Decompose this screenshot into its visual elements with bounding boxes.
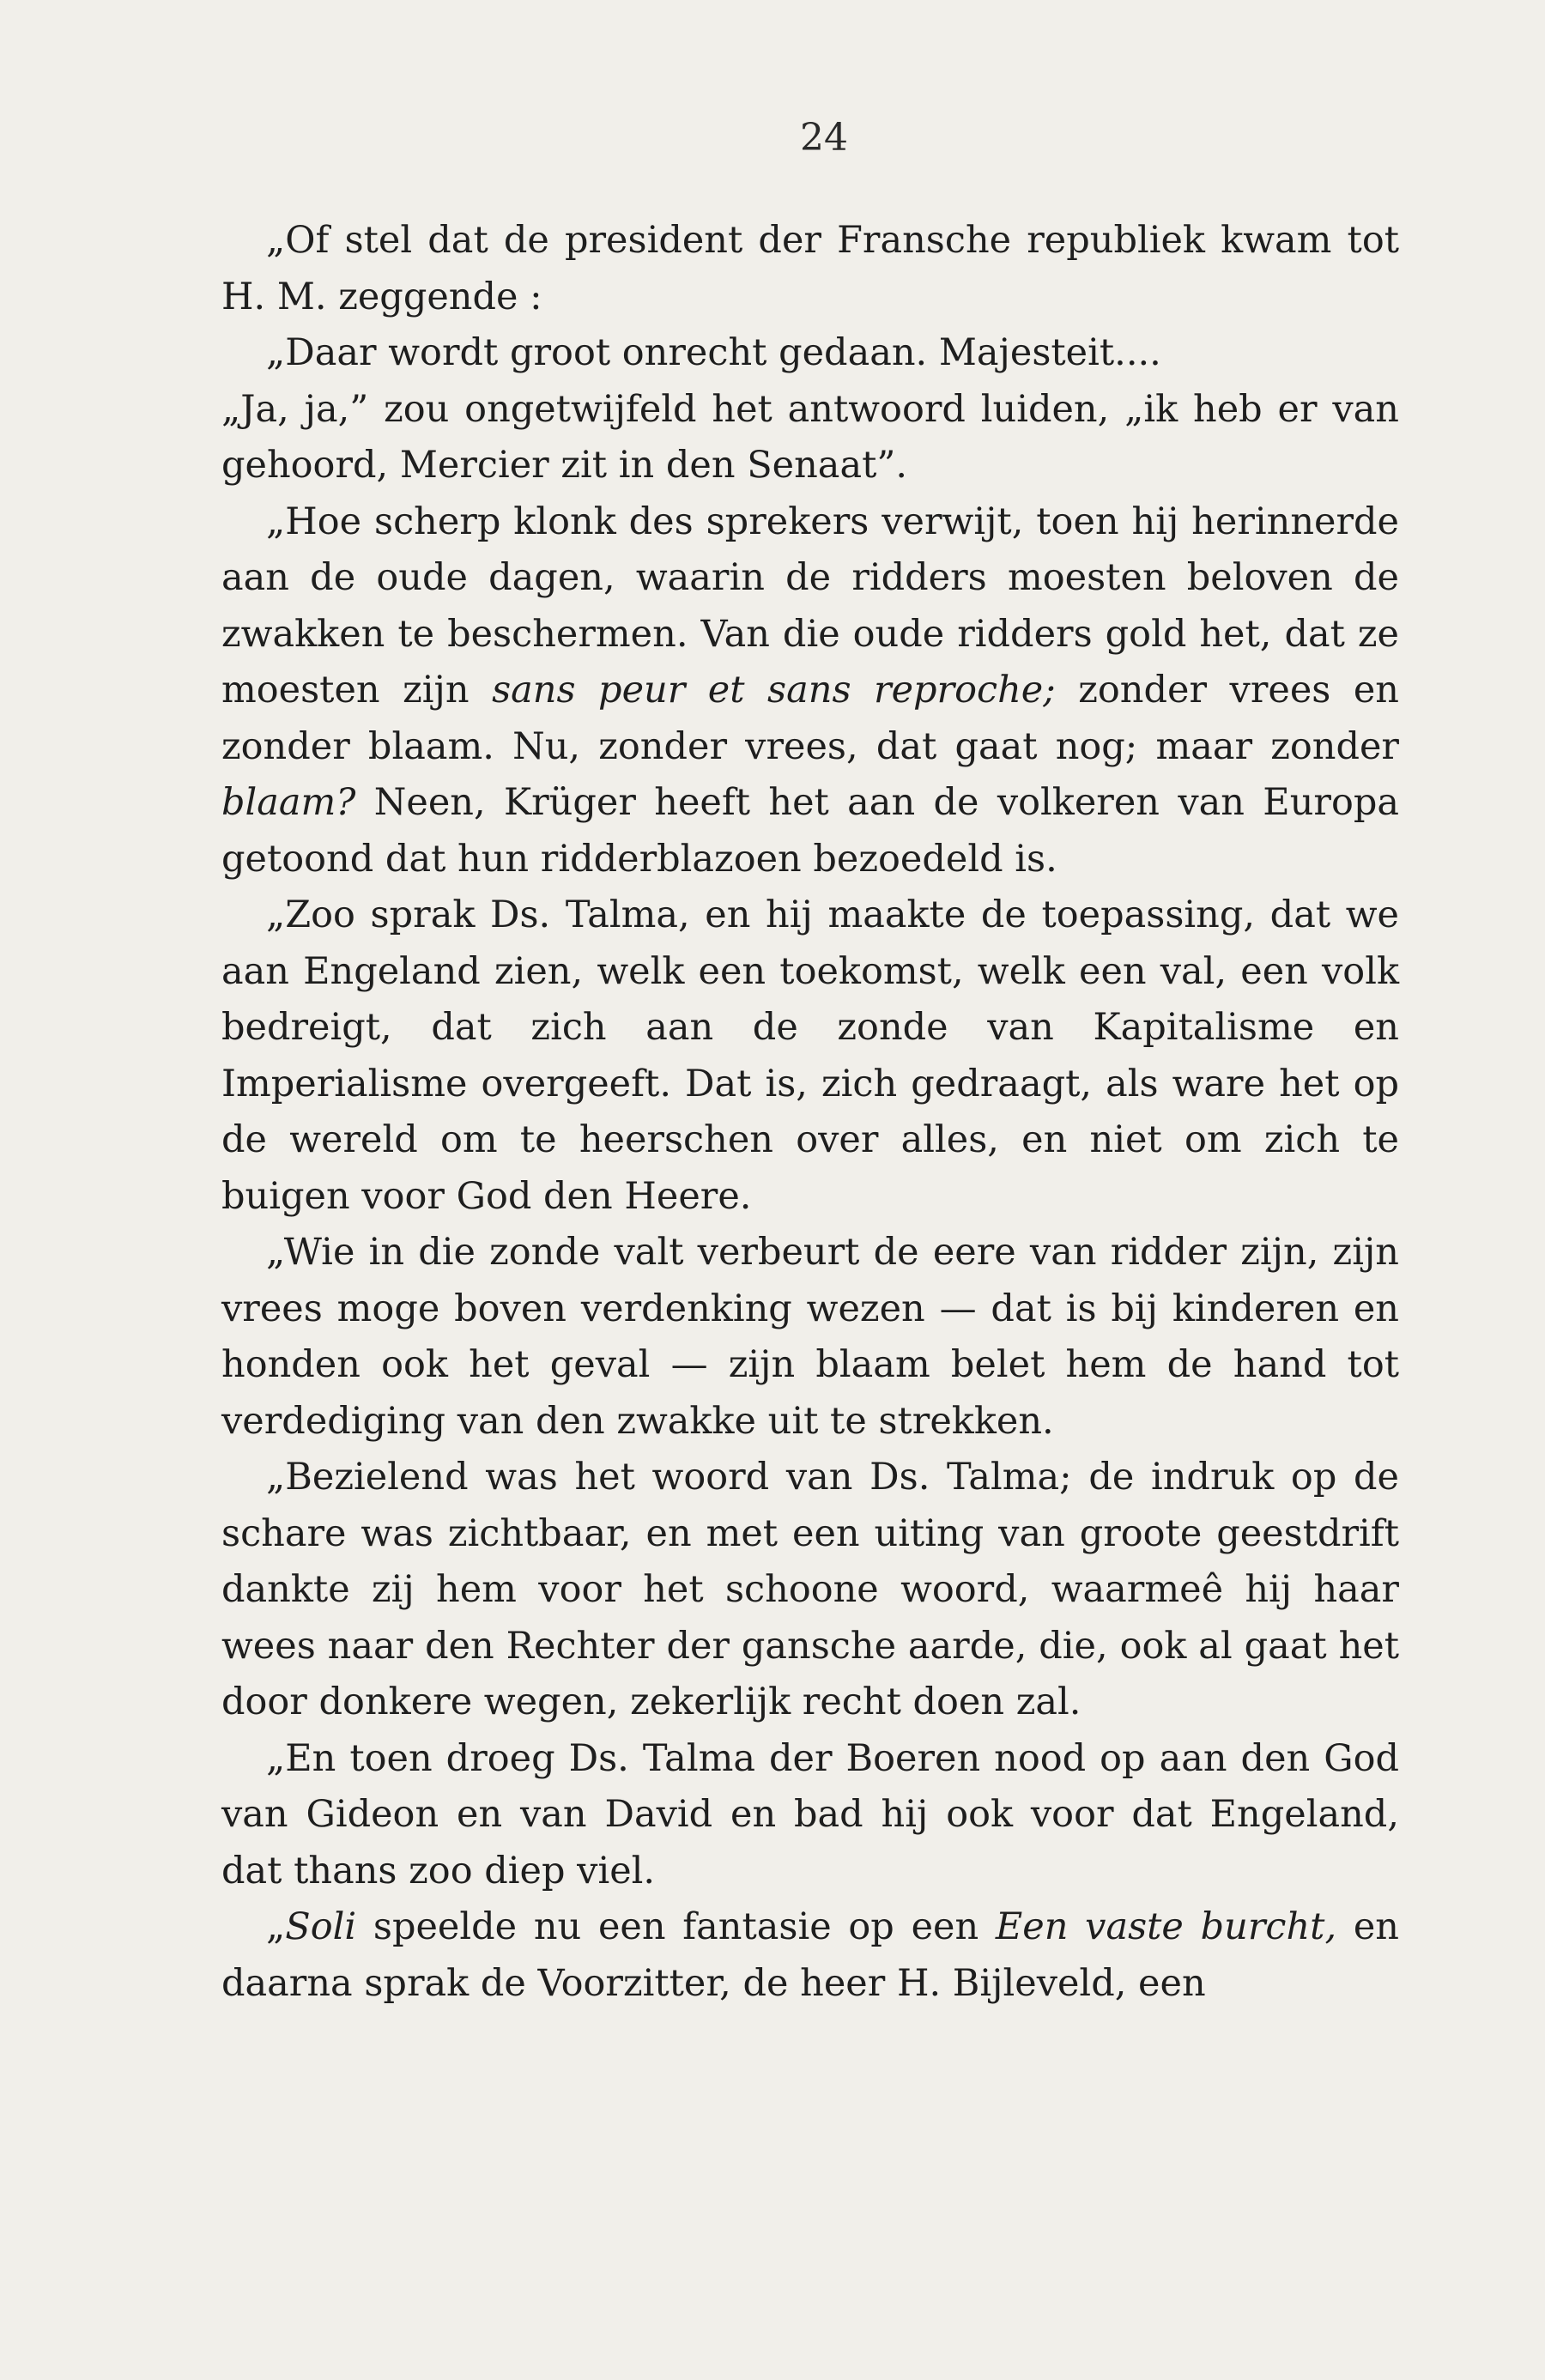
text-segment: speelde nu een fantasie op een: [356, 1905, 996, 1948]
text-segment: „Of stel dat de president der Fransche republiek kwam tot H. M. zeggende :: [221, 219, 1399, 318]
text-segment: „Hoe scherp klonk des sprekers verwijt, toen hij herinnerde aan de oude dagen, waarin de ridders moesten beloven de zwakken te beschermen. Van die oude ridders gold het, dat ze moesten zijn: [221, 500, 1399, 712]
page-number: 24: [800, 116, 848, 160]
text-segment: zonder vrees en zonder blaam. Nu, zonder vrees, dat gaat nog; maar zonder: [221, 669, 1399, 768]
paragraph: [221, 494, 1399, 888]
text-segment: „Ja, ja,” zou ongetwijfeld het antwoord luiden, „ik heb er van gehoord, Mercier zit in den Senaat”.: [221, 387, 1399, 487]
text-segment: „: [266, 1905, 286, 1948]
paragraph: [221, 325, 1399, 382]
italic-text-segment: blaam?: [221, 781, 356, 824]
paragraph: [221, 213, 1399, 325]
paragraph: [221, 1225, 1399, 1450]
paragraph: [221, 1899, 1399, 2012]
paragraph: [221, 1731, 1399, 1900]
text-segment: „Bezielend was het woord van Ds. Talma; de indruk op de schare was zichtbaar, en met een uiting van groote geestdrift dankte zij hem voor het schoone woord, waarmeê hij haar wees naar den Rechter der gansche aarde, die, ook al gaat het door donkere wegen, zekerlijk recht doen zal.: [221, 1456, 1399, 1723]
paragraph: [221, 887, 1399, 1225]
text-segment: Neen, Krüger heeft het aan de volkeren van Europa getoond dat hun ridderblazoen bezoedeld is.: [221, 781, 1399, 881]
italic-text-segment: Soli: [285, 1905, 357, 1948]
paragraph: [221, 1450, 1399, 1731]
text-segment: „Zoo sprak Ds. Talma, en hij maakte de toepassing, dat we aan Engeland zien, welk een toekomst, welk een val, een volk bedreigt, dat zich aan de zonde van Kapitalisme en Imperialisme overgeeft. Dat is, zich gedraagt, als ware het op de wereld om te heerschen over alles, en niet om zich te buigen voor God den Heere.: [221, 893, 1399, 1218]
text-segment: „En toen droeg Ds. Talma der Boeren nood op aan den God van Gideon en van David en bad hij ook voor dat Engeland, dat thans zoo diep viel.: [221, 1736, 1399, 1892]
text-segment: „Daar wordt groot onrecht gedaan. Majesteit....: [266, 331, 1161, 374]
italic-text-segment: sans peur et sans reproche;: [492, 669, 1056, 712]
italic-text-segment: Een vaste burcht,: [995, 1905, 1337, 1948]
body-text: [221, 213, 1399, 2012]
paragraph: [221, 382, 1399, 494]
text-segment: „Wie in die zonde valt verbeurt de eere van ridder zijn, zijn vrees moge boven verdenking wezen — dat is bij kinderen en honden ook het geval — zijn blaam belet hem de hand tot verdediging van den zwakke uit te strekken.: [221, 1231, 1399, 1443]
text-segment: en daarna sprak de Voorzitter, de heer H. Bijleveld, een: [221, 1905, 1399, 2005]
